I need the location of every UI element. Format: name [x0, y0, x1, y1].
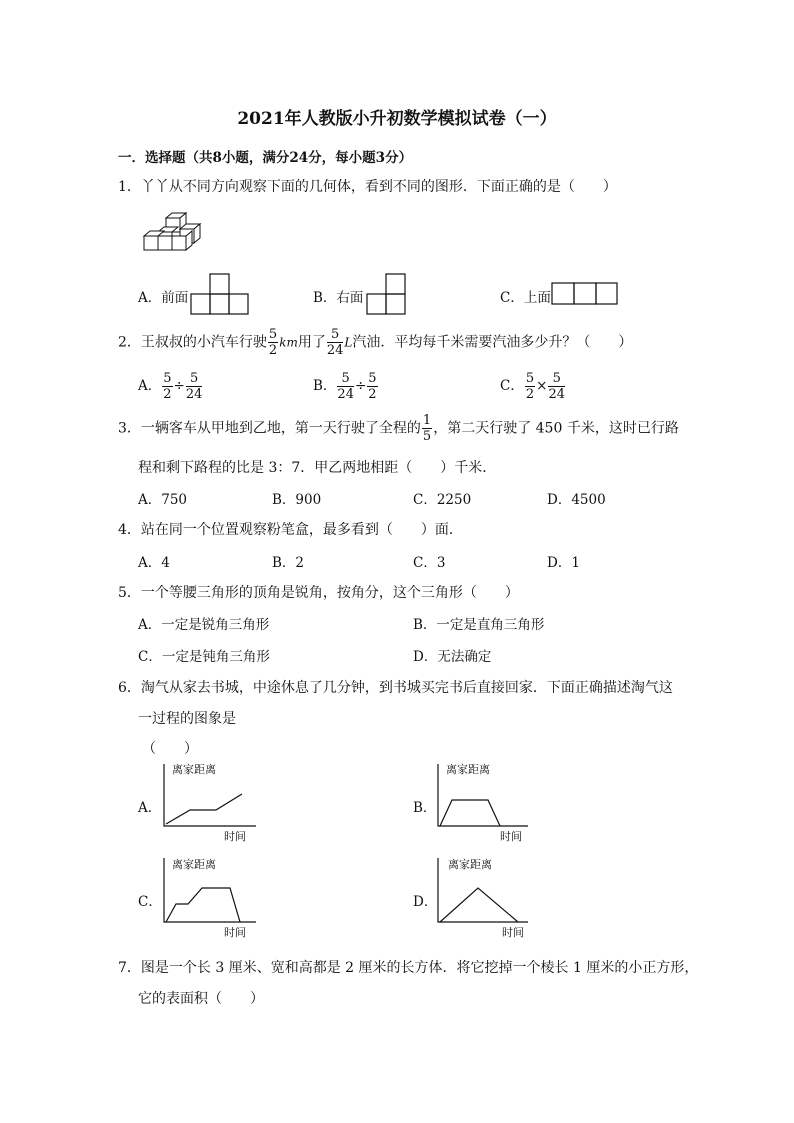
option-letter: A． — [138, 378, 162, 394]
answer-paren: （ ） — [142, 741, 198, 757]
fraction — [422, 414, 432, 443]
operator: ÷ — [173, 378, 185, 394]
option-b[interactable]: B．2 — [272, 555, 305, 571]
denominator: 24 — [326, 343, 344, 358]
question-text: 汽油．平均每千米需要汽油多少升？（ ） — [352, 334, 633, 351]
question-text: 用了 — [297, 334, 326, 351]
option-c[interactable] — [500, 372, 566, 401]
numerator: 5 — [163, 371, 172, 386]
unit: km — [279, 335, 298, 350]
option-label: 右面 — [336, 290, 364, 306]
denominator: 24 — [337, 387, 354, 402]
fraction — [367, 372, 377, 401]
fraction — [327, 328, 344, 357]
graph-c — [162, 854, 262, 938]
option-b[interactable]: B．一定是直角三角形 — [413, 617, 545, 633]
question-number: 3． — [118, 420, 141, 437]
option-c[interactable]: C．一定是钝角三角形 — [138, 649, 270, 665]
operator: ÷ — [354, 378, 367, 394]
question-text: 站在同一个位置观察粉笔盒，最多看到（ ）面． — [140, 522, 463, 538]
option-b[interactable]: B． — [413, 800, 437, 816]
question-number: 2． — [118, 334, 141, 351]
page-title: 2021年人教版小升初数学模拟试卷（一） — [237, 109, 557, 129]
question-number: 5． — [118, 585, 141, 601]
option-letter: B． — [313, 378, 337, 394]
question-number: 6． — [118, 680, 141, 696]
question-text: 丫丫从不同方向观察下面的几何体，看到不同的图形．下面正确的是（ ） — [140, 179, 617, 195]
right-view-figure — [364, 273, 408, 315]
fraction — [337, 372, 354, 401]
option-c[interactable]: C．3 — [413, 555, 446, 571]
unit: L — [344, 335, 353, 350]
option-letter: B． — [313, 290, 337, 306]
question-6-line-2: 一过程的图象是 — [138, 711, 236, 727]
x-axis-label: 时间 — [502, 926, 524, 938]
numerator: 5 — [548, 372, 565, 387]
question-2 — [118, 328, 632, 357]
x-axis-label: 时间 — [500, 830, 522, 842]
option-a[interactable] — [138, 286, 188, 306]
question-text: ，第二天行驶了 450 千米，这时已行路 — [433, 420, 679, 437]
graph-b — [436, 760, 532, 842]
option-c[interactable]: C． — [138, 894, 162, 910]
numerator: 5 — [337, 372, 354, 387]
question-number: 7． — [118, 960, 141, 976]
question-7 — [118, 957, 698, 977]
question-7-line-2: 它的表面积（ ） — [138, 991, 264, 1007]
question-4 — [118, 519, 463, 539]
x-axis-label: 时间 — [224, 926, 246, 938]
question-6 — [118, 677, 673, 697]
numerator: 1 — [422, 413, 432, 428]
front-view-figure — [189, 273, 251, 315]
option-c[interactable] — [500, 286, 551, 306]
question-3 — [118, 414, 679, 443]
graph-d — [436, 854, 532, 938]
numerator: 5 — [186, 372, 203, 387]
question-number: 1． — [118, 179, 141, 195]
numerator: 5 — [368, 371, 377, 386]
numerator: 5 — [327, 328, 344, 343]
top-view-figure — [551, 282, 619, 306]
option-b[interactable] — [313, 372, 379, 401]
question-3-line-2: 程和剩下路程的比是 3：7．甲乙两地相距（ ）千米． — [138, 460, 497, 476]
fraction — [186, 372, 203, 401]
question-text: 王叔叔的小汽车行驶 — [140, 334, 267, 351]
option-a[interactable]: A． — [138, 800, 162, 816]
operator: × — [536, 378, 548, 394]
question-5 — [118, 582, 519, 602]
denominator: 24 — [185, 387, 203, 402]
denominator: 2 — [163, 387, 172, 402]
denominator: 5 — [422, 429, 432, 444]
option-d[interactable]: D． — [413, 894, 438, 910]
question-text: 一辆客车从甲地到乙地，第一天行驶了全程的 — [140, 420, 421, 437]
question-text: 一个等腰三角形的顶角是锐角，按角分，这个三角形（ ） — [140, 585, 519, 601]
option-b[interactable] — [313, 286, 363, 306]
denominator: 2 — [525, 387, 535, 402]
cube-solid-figure — [138, 212, 202, 252]
numerator: 5 — [525, 371, 535, 386]
fraction — [548, 372, 565, 401]
denominator: 24 — [548, 387, 565, 402]
option-label: 前面 — [161, 290, 189, 306]
fraction — [525, 372, 535, 401]
option-a[interactable]: A．一定是锐角三角形 — [138, 617, 270, 633]
x-axis-label: 时间 — [224, 830, 246, 842]
question-text: 图是一个长 3 厘米、宽和高都是 2 厘米的长方体．将它挖掉一个棱长 1 厘米的小正方形， — [140, 960, 699, 976]
option-d[interactable]: D．无法确定 — [413, 649, 492, 665]
option-d[interactable]: D．4500 — [547, 492, 606, 508]
fraction — [162, 372, 172, 401]
fraction — [268, 328, 278, 357]
question-1 — [118, 176, 617, 196]
section-heading: 一．选择题（共8小题，满分24分，每小题3分） — [118, 150, 413, 166]
y-axis-label: 离家距离 — [172, 763, 216, 776]
y-axis-label: 离家距离 — [446, 763, 490, 776]
option-b[interactable]: B．900 — [272, 492, 322, 508]
option-a[interactable] — [138, 372, 203, 401]
option-d[interactable]: D．1 — [547, 555, 580, 571]
question-text: 淘气从家去书城，中途休息了几分钟，到书城买完书后直接回家．下面正确描述淘气这 — [140, 680, 673, 696]
option-a[interactable]: A．750 — [138, 492, 188, 508]
question-number: 4． — [118, 522, 141, 538]
denominator: 2 — [268, 343, 278, 358]
denominator: 2 — [368, 387, 377, 402]
numerator: 5 — [268, 327, 278, 342]
option-label: 上面 — [523, 290, 551, 306]
graph-a — [162, 760, 262, 842]
y-axis-label: 离家距离 — [172, 858, 216, 871]
option-letter: C． — [500, 378, 524, 394]
y-axis-label: 离家距离 — [448, 858, 492, 871]
option-letter: A． — [138, 290, 162, 306]
option-a[interactable]: A．4 — [138, 555, 170, 571]
option-letter: C． — [500, 290, 524, 306]
option-c[interactable]: C．2250 — [413, 492, 472, 508]
